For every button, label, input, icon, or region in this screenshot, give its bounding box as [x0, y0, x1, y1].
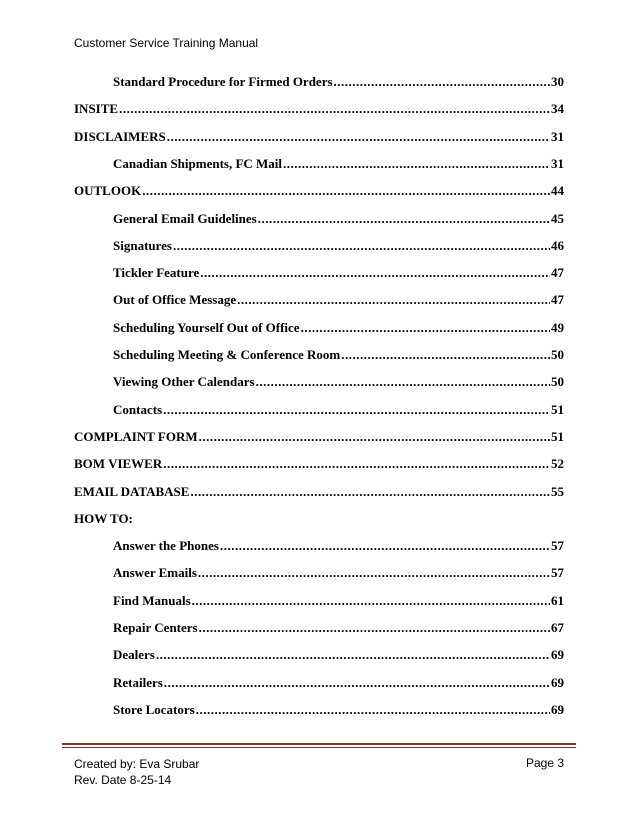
footer-divider	[62, 743, 576, 745]
toc-entry-title: COMPLAINT FORM	[74, 428, 198, 444]
toc-entry-title: Standard Procedure for Firmed Orders	[113, 74, 333, 89]
toc-entry[interactable]	[113, 593, 564, 609]
toc-entry[interactable]	[113, 702, 564, 718]
toc-entry-title: Store Locators	[113, 701, 195, 717]
toc-entry-page: 52	[551, 456, 564, 472]
toc-dot-leader	[163, 456, 550, 472]
toc-entry-page: 47	[551, 292, 564, 308]
toc-entry[interactable]	[113, 211, 564, 227]
toc-dot-leader	[156, 647, 550, 663]
toc-entry-title: Repair Centers	[113, 620, 198, 635]
toc-entry[interactable]	[74, 511, 564, 527]
toc-entry-page: 55	[551, 483, 564, 499]
toc-entry[interactable]	[113, 238, 564, 254]
toc-entry[interactable]	[74, 456, 564, 472]
toc-entry[interactable]	[113, 320, 564, 336]
toc-dot-leader	[301, 320, 550, 336]
toc-dot-leader	[196, 702, 550, 718]
toc-dot-leader	[164, 675, 550, 691]
toc-entry-page: 69	[551, 701, 564, 717]
toc-entry[interactable]	[113, 647, 564, 663]
toc-entry-page: 31	[551, 155, 564, 171]
toc-entry-page: 69	[551, 674, 564, 690]
toc-entry-title: General Email Guidelines	[113, 210, 257, 226]
toc-dot-leader	[190, 484, 550, 500]
toc-entry-page: 30	[551, 74, 564, 89]
toc-entry-title: Find Manuals	[113, 592, 191, 608]
toc-entry-title: INSITE	[74, 101, 119, 117]
toc-entry-title: Canadian Shipments, FC Mail	[113, 155, 283, 171]
toc-entry[interactable]	[74, 429, 564, 445]
toc-dot-leader	[142, 183, 550, 199]
toc-dot-leader	[173, 238, 550, 254]
toc-entry-title: Answer the Phones	[113, 538, 219, 554]
toc-entry[interactable]	[113, 620, 564, 636]
toc-entry-title: Retailers	[113, 674, 163, 690]
toc-entry-page: 50	[551, 374, 564, 390]
toc-entry-title: EMAIL DATABASE	[74, 483, 190, 499]
toc-dot-leader	[256, 374, 550, 390]
toc-entry[interactable]	[113, 675, 564, 691]
toc-entry-page: 34	[551, 101, 564, 117]
toc-entry[interactable]	[74, 101, 564, 117]
toc-entry-title: Scheduling Yourself Out of Office	[113, 319, 300, 335]
toc-entry-page: 57	[551, 565, 564, 581]
toc-dot-leader	[119, 101, 550, 117]
toc-dot-leader	[192, 593, 550, 609]
toc-entry[interactable]	[113, 292, 564, 308]
toc-dot-leader	[341, 347, 550, 363]
footer-page-number: Page 3	[525, 756, 564, 770]
toc-dot-leader	[334, 74, 550, 90]
toc-entry-page: 49	[551, 319, 564, 335]
toc-dot-leader	[283, 156, 550, 172]
toc-entry-page: 61	[551, 592, 564, 608]
toc-entry[interactable]	[113, 156, 564, 172]
toc-dot-leader	[198, 565, 550, 581]
toc-entry-title: Tickler Feature	[113, 265, 200, 281]
toc-entry-title: Contacts	[113, 401, 163, 417]
toc-entry-title: OUTLOOK	[74, 183, 142, 199]
toc-dot-leader	[163, 402, 550, 418]
toc-dot-leader	[200, 265, 550, 281]
toc-entry-title: Answer Emails	[113, 565, 197, 581]
toc-entry-page: 50	[551, 347, 564, 362]
toc-entry-page: 67	[551, 620, 564, 635]
toc-entry[interactable]	[74, 183, 564, 199]
toc-entry-page: 31	[551, 128, 564, 144]
toc-entry[interactable]	[74, 129, 564, 145]
toc-entry-title: Out of Office Message	[113, 292, 237, 308]
toc-entry[interactable]	[74, 484, 564, 500]
footer-rev-date: Rev. Date 8-25-14	[74, 773, 172, 787]
toc-entry-page: 51	[551, 428, 564, 444]
toc-entry-page: 47	[551, 265, 564, 281]
toc-dot-leader	[220, 538, 550, 554]
toc-entry-page: 57	[551, 538, 564, 554]
toc-entry-page: 46	[551, 237, 564, 253]
toc-entry-title: BOM VIEWER	[74, 456, 163, 472]
footer-divider-thin	[62, 747, 576, 748]
toc-entry[interactable]	[113, 402, 564, 418]
toc-entry[interactable]	[113, 565, 564, 581]
toc-dot-leader	[258, 211, 550, 227]
toc-entry-title: Signatures	[113, 237, 172, 253]
toc-entry-title: HOW TO:	[74, 510, 133, 526]
toc-entry-page: 45	[551, 210, 564, 226]
toc-entry-page: 51	[551, 401, 564, 417]
toc-dot-leader	[199, 429, 550, 445]
toc-entry-title: Dealers	[113, 647, 155, 663]
toc-entry-page: 69	[551, 647, 564, 663]
toc-dot-leader	[199, 620, 550, 636]
toc-entry-page: 44	[551, 183, 564, 199]
page-header-title: Customer Service Training Manual	[74, 36, 259, 50]
toc-dot-leader	[167, 129, 550, 145]
toc-entry[interactable]	[113, 374, 564, 390]
toc-entry[interactable]	[113, 265, 564, 281]
toc-entry[interactable]	[113, 538, 564, 554]
toc-entry-title: DISCLAIMERS	[74, 128, 166, 144]
toc-entry[interactable]	[113, 347, 564, 363]
toc-entry-title: Scheduling Meeting & Conference Room	[113, 347, 341, 362]
footer-info	[74, 756, 199, 788]
toc-entry[interactable]	[113, 74, 564, 90]
footer-created-by: Created by: Eva Srubar	[74, 757, 200, 771]
toc-entry-title: Viewing Other Calendars	[113, 374, 255, 390]
toc-dot-leader	[237, 292, 550, 308]
